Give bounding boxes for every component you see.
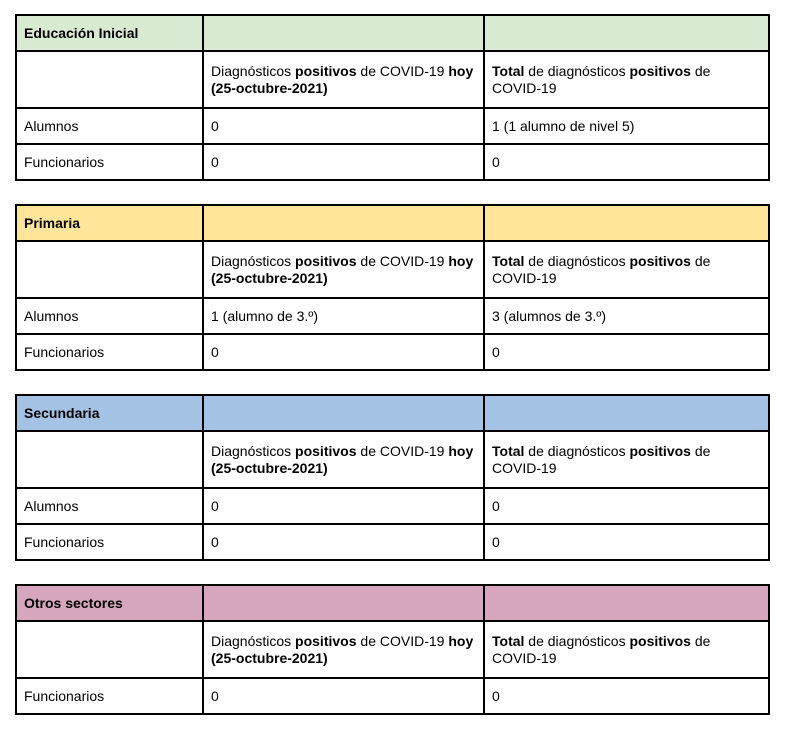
column-header-row bbox=[16, 241, 769, 298]
section-title: Educación Inicial bbox=[16, 15, 203, 51]
header-filler bbox=[203, 585, 484, 621]
row-label: Funcionarios bbox=[16, 678, 203, 714]
value-total: 0 bbox=[484, 678, 769, 714]
header-filler bbox=[484, 395, 769, 431]
value-total: 3 (alumnos de 3.º) bbox=[484, 298, 769, 334]
table-secundaria bbox=[15, 394, 770, 561]
value-hoy: 0 bbox=[203, 144, 484, 180]
table-row bbox=[16, 488, 769, 524]
value-hoy: 0 bbox=[203, 334, 484, 370]
row-label: Alumnos bbox=[16, 488, 203, 524]
header-diag-total: Total de diagnósticos positivos de COVID-19 bbox=[484, 51, 769, 108]
value-hoy: 0 bbox=[203, 524, 484, 560]
value-total: 0 bbox=[484, 144, 769, 180]
header-filler bbox=[203, 15, 484, 51]
value-hoy: 0 bbox=[203, 108, 484, 144]
table-otros-sectores bbox=[15, 584, 770, 715]
header-filler bbox=[203, 205, 484, 241]
table-row bbox=[16, 524, 769, 560]
empty-header-cell bbox=[16, 241, 203, 298]
header-diag-hoy: Diagnósticos positivos de COVID-19 hoy (25-octubre-2021) bbox=[203, 431, 484, 488]
section-title: Primaria bbox=[16, 205, 203, 241]
row-label: Alumnos bbox=[16, 108, 203, 144]
section-title: Otros sectores bbox=[16, 585, 203, 621]
section-header-row bbox=[16, 585, 769, 621]
header-filler bbox=[203, 395, 484, 431]
value-total: 0 bbox=[484, 334, 769, 370]
table-row bbox=[16, 144, 769, 180]
header-filler bbox=[484, 15, 769, 51]
header-diag-total: Total de diagnósticos positivos de COVID-19 bbox=[484, 621, 769, 678]
column-header-row bbox=[16, 621, 769, 678]
table-row bbox=[16, 298, 769, 334]
table-row bbox=[16, 334, 769, 370]
header-diag-hoy: Diagnósticos positivos de COVID-19 hoy (25-octubre-2021) bbox=[203, 241, 484, 298]
table-row bbox=[16, 678, 769, 714]
row-label: Funcionarios bbox=[16, 524, 203, 560]
row-label: Alumnos bbox=[16, 298, 203, 334]
table-educacion-inicial bbox=[15, 14, 770, 181]
header-filler bbox=[484, 585, 769, 621]
header-diag-total: Total de diagnósticos positivos de COVID-19 bbox=[484, 241, 769, 298]
header-diag-total: Total de diagnósticos positivos de COVID-19 bbox=[484, 431, 769, 488]
value-total: 1 (1 alumno de nivel 5) bbox=[484, 108, 769, 144]
section-title: Secundaria bbox=[16, 395, 203, 431]
column-header-row bbox=[16, 51, 769, 108]
value-hoy: 1 (alumno de 3.º) bbox=[203, 298, 484, 334]
header-diag-hoy: Diagnósticos positivos de COVID-19 hoy (25-octubre-2021) bbox=[203, 51, 484, 108]
header-diag-hoy: Diagnósticos positivos de COVID-19 hoy (25-octubre-2021) bbox=[203, 621, 484, 678]
table-row bbox=[16, 108, 769, 144]
section-header-row bbox=[16, 205, 769, 241]
empty-header-cell bbox=[16, 621, 203, 678]
value-total: 0 bbox=[484, 524, 769, 560]
value-hoy: 0 bbox=[203, 678, 484, 714]
section-header-row bbox=[16, 15, 769, 51]
section-header-row bbox=[16, 395, 769, 431]
table-primaria bbox=[15, 204, 770, 371]
empty-header-cell bbox=[16, 431, 203, 488]
row-label: Funcionarios bbox=[16, 334, 203, 370]
value-total: 0 bbox=[484, 488, 769, 524]
empty-header-cell bbox=[16, 51, 203, 108]
value-hoy: 0 bbox=[203, 488, 484, 524]
row-label: Funcionarios bbox=[16, 144, 203, 180]
column-header-row bbox=[16, 431, 769, 488]
header-filler bbox=[484, 205, 769, 241]
